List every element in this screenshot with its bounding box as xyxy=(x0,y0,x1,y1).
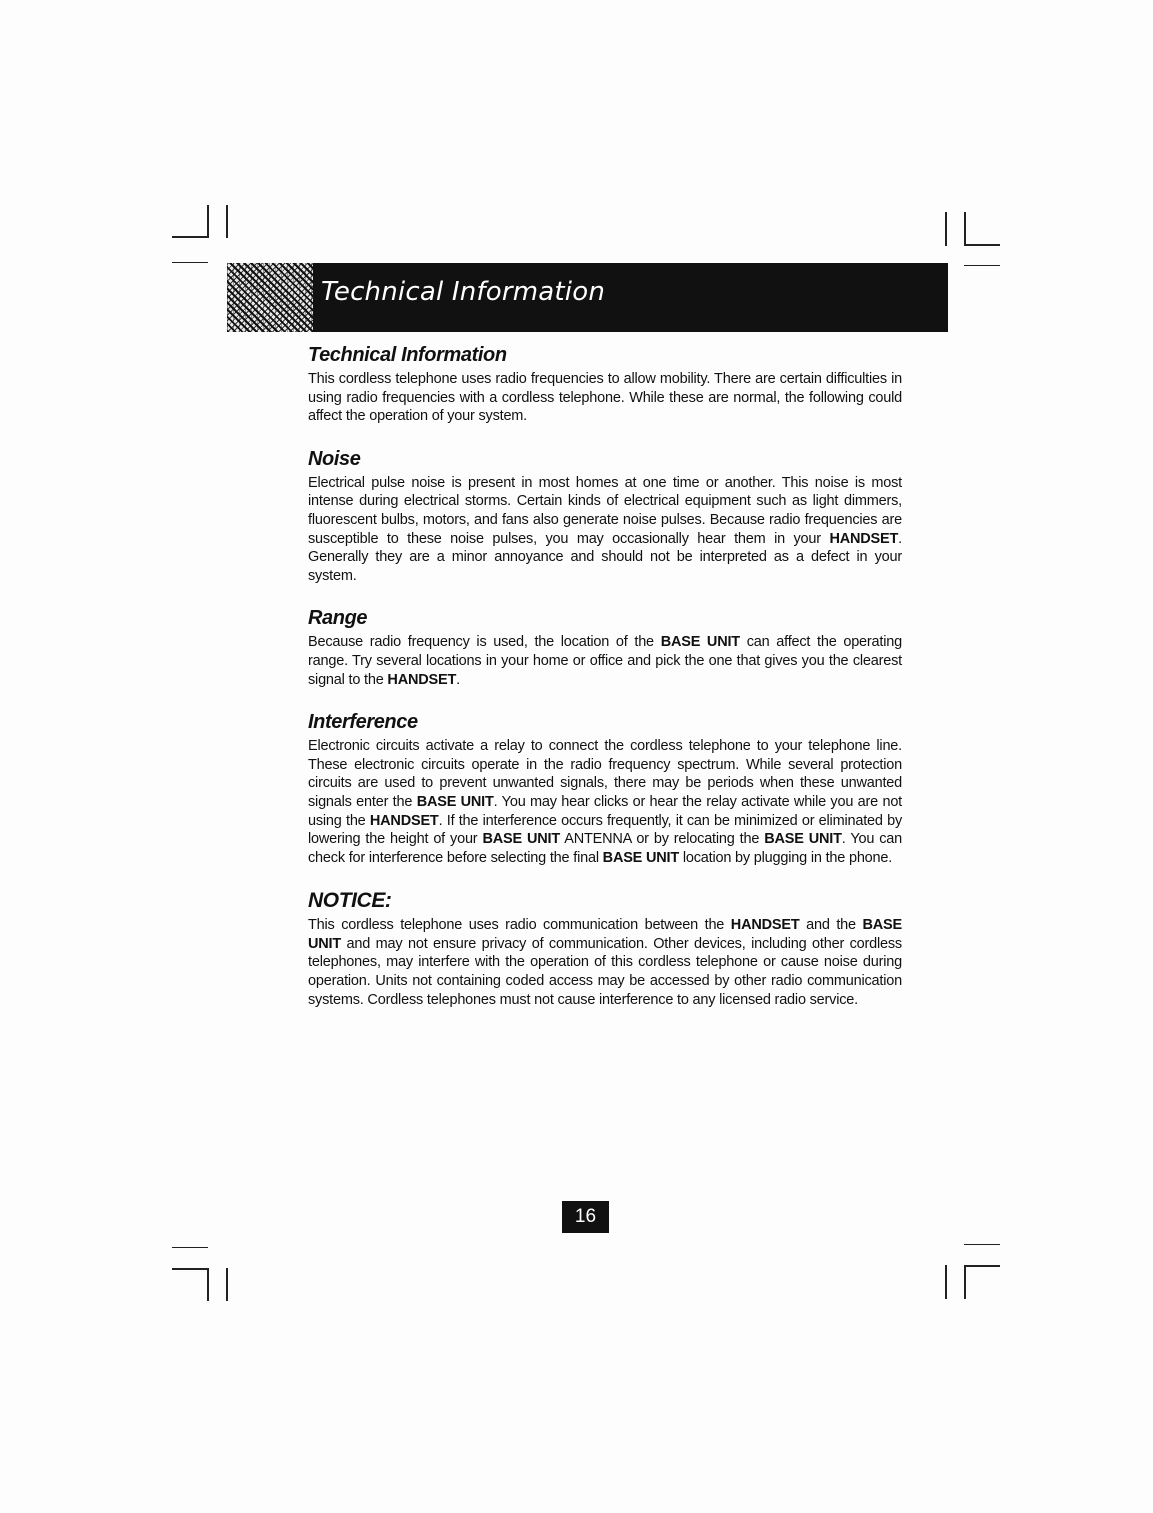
crop-mark xyxy=(172,262,208,263)
section-heading: NOTICE: xyxy=(308,889,392,913)
text-run: . If the interference occurs frequently, it can be minimized or eliminated by lowering the height of your xyxy=(308,812,902,848)
crop-mark xyxy=(207,1268,209,1301)
section-heading: Noise xyxy=(308,447,361,470)
crop-mark xyxy=(172,1268,208,1270)
header-title: Technical Information xyxy=(321,277,606,307)
crop-mark xyxy=(964,212,966,246)
text-run: Because radio frequency is used, the location of the xyxy=(308,634,661,651)
bold-term: BASE UNIT xyxy=(764,831,842,848)
crop-mark xyxy=(964,265,1000,266)
page-number: 16 xyxy=(562,1201,609,1233)
crop-mark xyxy=(207,205,209,238)
text-run: . Generally they are a minor annoyance and should not be interpreted as a defect in your system. xyxy=(308,530,902,584)
section-paragraph xyxy=(308,916,902,1009)
section-paragraph xyxy=(308,474,902,586)
bold-term: HANDSET xyxy=(369,812,439,829)
bold-term: BASE UNIT xyxy=(308,917,902,952)
text-run: and may not ensure privacy of communication. Other devices, including other cordless telephones, may interfere with the operation of this cordless telephone or cause noise during operation. Units not containing coded access may be accessed by other radio communication systems. Cordless telephones must not cause interference to any licensed radio service. xyxy=(308,935,902,1008)
section xyxy=(308,448,902,586)
section-heading: Technical Information xyxy=(308,344,507,366)
text-run: and the xyxy=(799,917,863,934)
text-run: Electronic circuits activate a relay to connect the cordless telephone to your telephone line. These electronic circuits operate in the radio frequency spectrum. While several protection circuits are used to prevent unwanted signals, there may be periods when these unwanted signals enter the xyxy=(308,738,902,810)
crop-mark xyxy=(964,1265,1000,1267)
header-bar xyxy=(227,263,948,332)
text-run: Electrical pulse noise is present in most homes at one time or another. This noise is most intense during electrical storms. Certain kinds of electrical equipment such as light dimmers, fluorescent bulbs, motors, and fans also generate noise pulses. Because radio frequencies are susceptible to these noise pulses, you may occasionally hear them in your xyxy=(308,474,902,547)
crop-mark xyxy=(172,1247,208,1248)
bold-term: BASE UNIT xyxy=(660,634,740,651)
section xyxy=(308,889,902,1009)
section-paragraph xyxy=(308,370,902,426)
text-run: can affect the operating range. Try several locations in your home or office and pick the one that gives you the clearest signal to the xyxy=(308,634,902,688)
section-heading: Interference xyxy=(308,711,418,734)
crop-mark xyxy=(172,236,208,238)
section-paragraph xyxy=(308,633,902,689)
bold-term: BASE UNIT xyxy=(482,831,560,848)
text-run: . You can check for interference before selecting the final xyxy=(308,831,903,866)
crop-mark xyxy=(964,1265,966,1299)
bold-term: BASE UNIT xyxy=(602,849,680,866)
crop-mark xyxy=(945,212,947,246)
content-area xyxy=(308,344,902,1031)
bold-term: HANDSET xyxy=(730,917,800,934)
bold-term: BASE UNIT xyxy=(416,793,494,810)
header-pattern-decoration xyxy=(227,263,313,332)
section-heading: Range xyxy=(308,607,368,630)
bold-term: HANDSET xyxy=(829,530,899,547)
section xyxy=(308,711,902,867)
text-run: location by plugging in the phone. xyxy=(679,849,893,866)
text-run: . xyxy=(456,671,460,688)
crop-mark xyxy=(226,205,228,238)
crop-mark xyxy=(945,1265,947,1299)
crop-mark xyxy=(226,1268,228,1301)
bold-term: HANDSET xyxy=(387,671,457,688)
section-paragraph xyxy=(308,737,902,867)
section xyxy=(308,607,902,689)
text-run: This cordless telephone uses radio communication between the xyxy=(308,917,731,934)
text-run: This cordless telephone uses radio frequencies to allow mobility. There are certain difficulties in using radio frequencies with a cordless telephone. While these are normal, the following could affect the operation of your system. xyxy=(308,371,902,425)
crop-mark xyxy=(964,244,1000,246)
text-run: . You may hear clicks or hear the relay activate while you are not using the xyxy=(308,793,903,829)
crop-mark xyxy=(964,1244,1000,1245)
section xyxy=(308,344,902,426)
text-run: ANTENNA or by relocating the xyxy=(560,831,765,848)
